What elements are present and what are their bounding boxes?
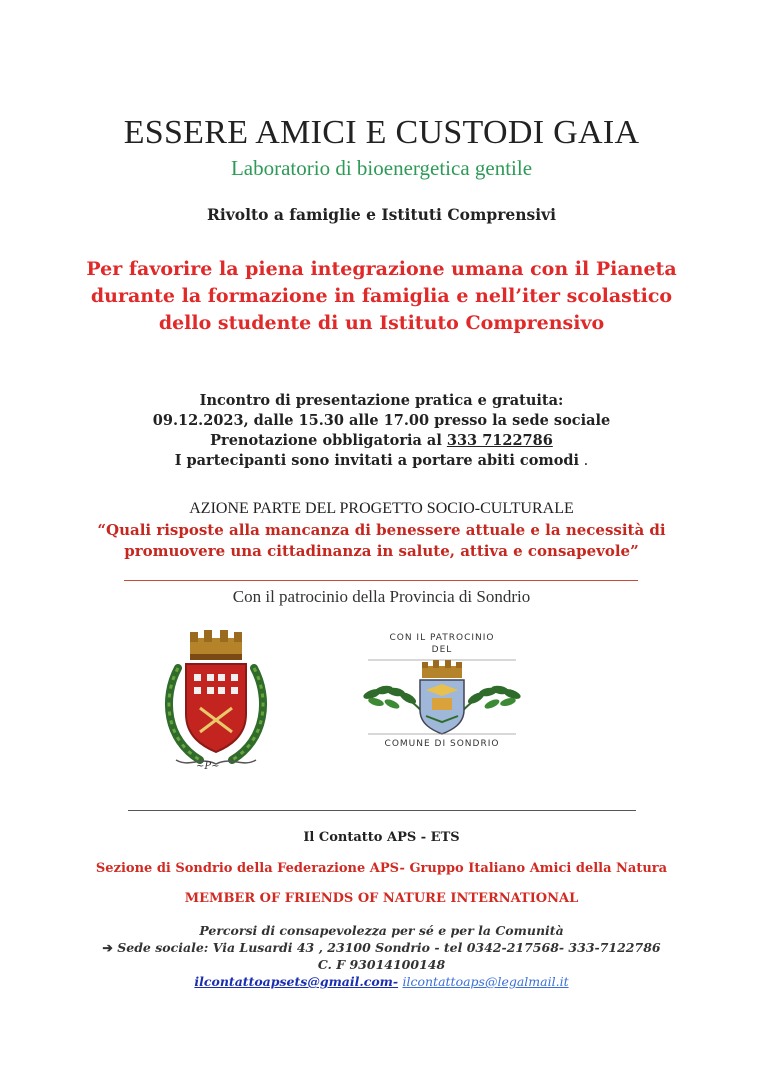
project-quote-line: promuovere una cittadinanza in salute, attiva e consapevole” [124, 542, 639, 560]
footer-address-line [0, 939, 763, 956]
footer-tagline: Percorsi di consapevolezza per sé e per la Comunità [199, 923, 564, 938]
meeting-intro: Incontro di presentazione pratica e gratuita: [199, 392, 564, 409]
page-title: ESSERE AMICI E CUSTODI GAIA [123, 114, 640, 151]
mission-line: dello studente di un Istituto Comprensivo [158, 312, 605, 334]
organization-membership: MEMBER OF FRIENDS OF NATURE INTERNATIONAL [184, 891, 579, 906]
patronage-text: Con il patrocinio della Provincia di Sondrio [232, 587, 531, 606]
audience-line: Rivolto a famiglie e Istituti Comprensivi [206, 205, 557, 224]
booking-label: Prenotazione obbligatoria al [210, 432, 447, 449]
mission-line: durante la formazione in famiglia e nell’iter scolastico [90, 285, 673, 307]
footer-address: Sede sociale: Via Lusardi 43 , 23100 Sondrio - tel 0342-217568- 333-7122786 [112, 940, 661, 955]
footer-tax-code: C. F 93014100148 [317, 957, 446, 972]
contact-footer [0, 922, 763, 990]
project-heading: AZIONE PARTE DEL PROGETTO SOCIO-CULTURALE [189, 500, 574, 517]
arrow-right-icon: ➔ [102, 940, 113, 955]
seal-top-text: CON IL PATROCINIO [389, 633, 495, 643]
seal-bottom-text: COMUNE DI SONDRIO [384, 739, 500, 749]
organization-section: Sezione di Sondrio della Federazione APS- Gruppo Italiano Amici della Natura [95, 861, 668, 876]
meeting-datetime: 09.12.2023, dalle 15.30 alle 17.00 presso la sede sociale [152, 412, 611, 429]
phone-number[interactable]: 333 7122786 [446, 432, 553, 449]
clothing-note-text: I partecipanti sono invitati a portare abiti comodi [174, 452, 580, 469]
seal-mid-text: DEL [431, 645, 453, 655]
clothing-note-suffix: . [579, 453, 589, 469]
footer-emails [0, 973, 763, 990]
clothing-note [0, 451, 763, 471]
project-quote [0, 520, 763, 562]
meeting-info [0, 391, 763, 471]
organization-name: Il Contatto APS - ETS [303, 830, 460, 845]
mission-statement [0, 256, 763, 337]
booking-line [0, 431, 763, 451]
email-link-pec[interactable]: ilcontattoaps@legalmail.it [402, 974, 569, 989]
comune-sondrio-seal-icon [356, 630, 528, 750]
divider [128, 810, 636, 811]
divider [124, 580, 638, 581]
page-subtitle: Laboratorio di bioenergetica gentile [230, 156, 533, 180]
email-link-gmail[interactable]: ilcontattoapsets@gmail.com- [194, 974, 399, 989]
mission-line: Per favorire la piena integrazione umana con il Pianeta [86, 258, 677, 280]
provincia-crest-icon [160, 628, 272, 770]
project-quote-line: “Quali risposte alla mancanza di benessere attuale e la necessità di [97, 521, 666, 539]
svg-text:~P~: ~P~ [196, 761, 220, 770]
